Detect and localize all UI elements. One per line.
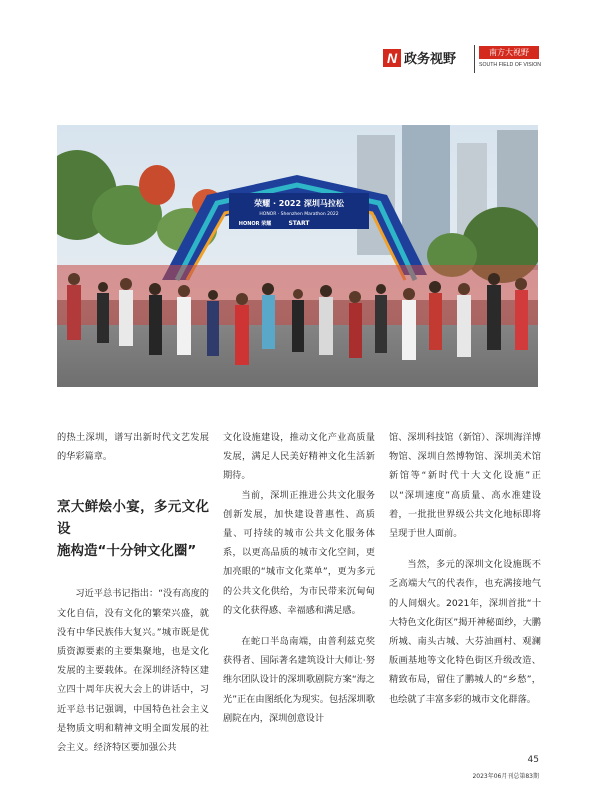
arch-title-en: HONOR · Shenzhen Marathon 2022 [259,212,339,217]
paragraph: 在蛇口半岛南端，由普利兹克奖获得者、国际著名建筑设计大师让·努维尔团队设计的深圳歌剧院方案“海之光”正在由图纸化为现实。包括深圳歌剧院在内，深圳创意设计 [223,636,375,724]
magazine-logo: N [383,49,401,67]
text-column-2 [223,428,375,728]
text-column-3 [389,428,541,709]
issue-info: 2023年06月刊总第83期 [472,773,539,780]
arch-start: START [288,220,310,227]
section-tag: 南方大视野 [479,46,539,59]
masthead [383,43,543,75]
paragraph: 当然，多元的深圳文化设施既不乏高端大气的代表作，也充满接地气的人间烟火。2021年，深圳首批“十大特色文化街区”揭开神秘面纱，大鹏所城、南头古城、大芬油画村、观澜版画基地等文化特色街区升级改造、精致布局，留住了鹏城人的“乡愁”，也绘就了丰富多彩的城市文化群落。 [389,559,541,705]
section-heading-line: 烹大鲜烩小宴，多元文化设 [57,499,209,538]
arch-brand: HONOR 荣耀 [238,221,272,227]
column-title: 政务视野 [404,52,457,67]
paragraph: 当前，深圳正推进公共文化服务创新发展，加快建设普惠性、高质量、可持续的城市公共文化服务体系，以更高品质的城市文化空间，更加亮眼的“城市文化菜单”，更为多元的公共文化供给，为市民带来沉甸甸的文化获得感、幸福感和满足感。 [223,489,375,616]
paragraph: 习近平总书记指出：“没有高度的文化自信，没有文化的繁荣兴盛，就没有中华民族伟大复兴。”城市既是优质资源要素的主要集聚地，也是文化发展的主要载体。在深圳经济特区建立四十周年庆祝大会上的讲话中，习近平总书记强调，中国特色社会主义是物质文明和精神文明全面发展的社会主义。经济特区要加强公共 [57,588,209,754]
paragraph: 文化设施建设，推动文化产业高质量发展，满足人民美好精神文化生活新期待。 [223,432,375,482]
header-divider [474,45,475,73]
marathon-photo-illustration [57,125,538,387]
text-column-1 [57,428,209,757]
paragraph: 的热土深圳，谱写出新时代文艺发展的华彩篇章。 [57,432,209,463]
marathon-photo [57,125,538,387]
section-subtitle: SOUTH FIELD OF VISION [479,62,541,68]
page-number: 45 [527,755,539,765]
section-heading [57,496,209,562]
paragraph: 馆、深圳科技馆（新馆）、深圳海洋博物馆、深圳自然博物馆、深圳美术馆新馆等“新时代十大文化设施”正以“深圳速度”高质量、高水准建设着，一批批世界级公共文化地标即将呈现于世人面前。 [389,432,541,540]
section-heading-line: 施构造“十分钟文化圈” [57,543,197,560]
arch-title-cn: 荣耀 · 2022 深圳马拉松 [254,199,344,208]
